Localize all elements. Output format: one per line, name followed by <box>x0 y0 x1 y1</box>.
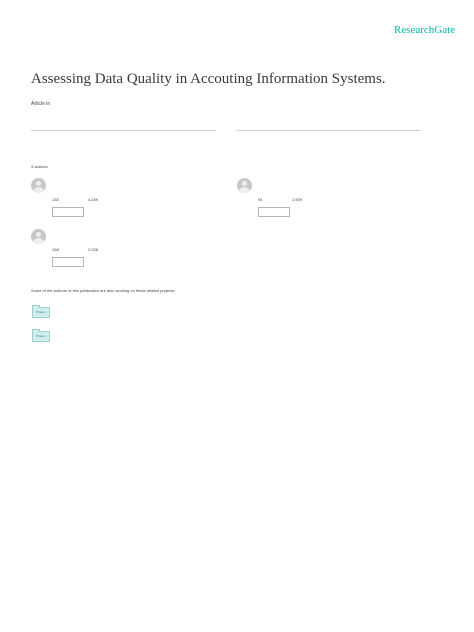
author-stat-publications: 158 <box>52 247 59 252</box>
authors-count: 4 authors <box>31 164 48 169</box>
author-stat-publications: 94 <box>258 197 263 202</box>
author-stat-citations: 2,509 <box>292 197 303 202</box>
project-folder-icon[interactable]: Project <box>32 331 50 342</box>
author-stat-citations: 2,038 <box>88 247 99 252</box>
author-profile-box[interactable] <box>258 207 290 217</box>
author-profile-box[interactable] <box>52 207 84 217</box>
avatar[interactable] <box>237 178 252 193</box>
author-stat-publications: 135 <box>52 197 59 202</box>
author-profile-box[interactable] <box>52 257 84 267</box>
divider-right <box>236 130 421 131</box>
project-folder-icon[interactable]: Project <box>32 307 50 318</box>
divider-left <box>31 130 216 131</box>
publication-type-label: Article in <box>31 101 51 107</box>
researchgate-logo[interactable]: ResearchGate <box>394 24 456 36</box>
author-stat-citations: 4,189 <box>88 197 99 202</box>
avatar[interactable] <box>31 229 46 244</box>
related-projects-intro: Some of the authors of this publication are also working on these related projects: <box>31 288 176 293</box>
publication-title: Assessing Data Quality in Accouting Information Systems. <box>31 71 386 87</box>
avatar[interactable] <box>31 178 46 193</box>
